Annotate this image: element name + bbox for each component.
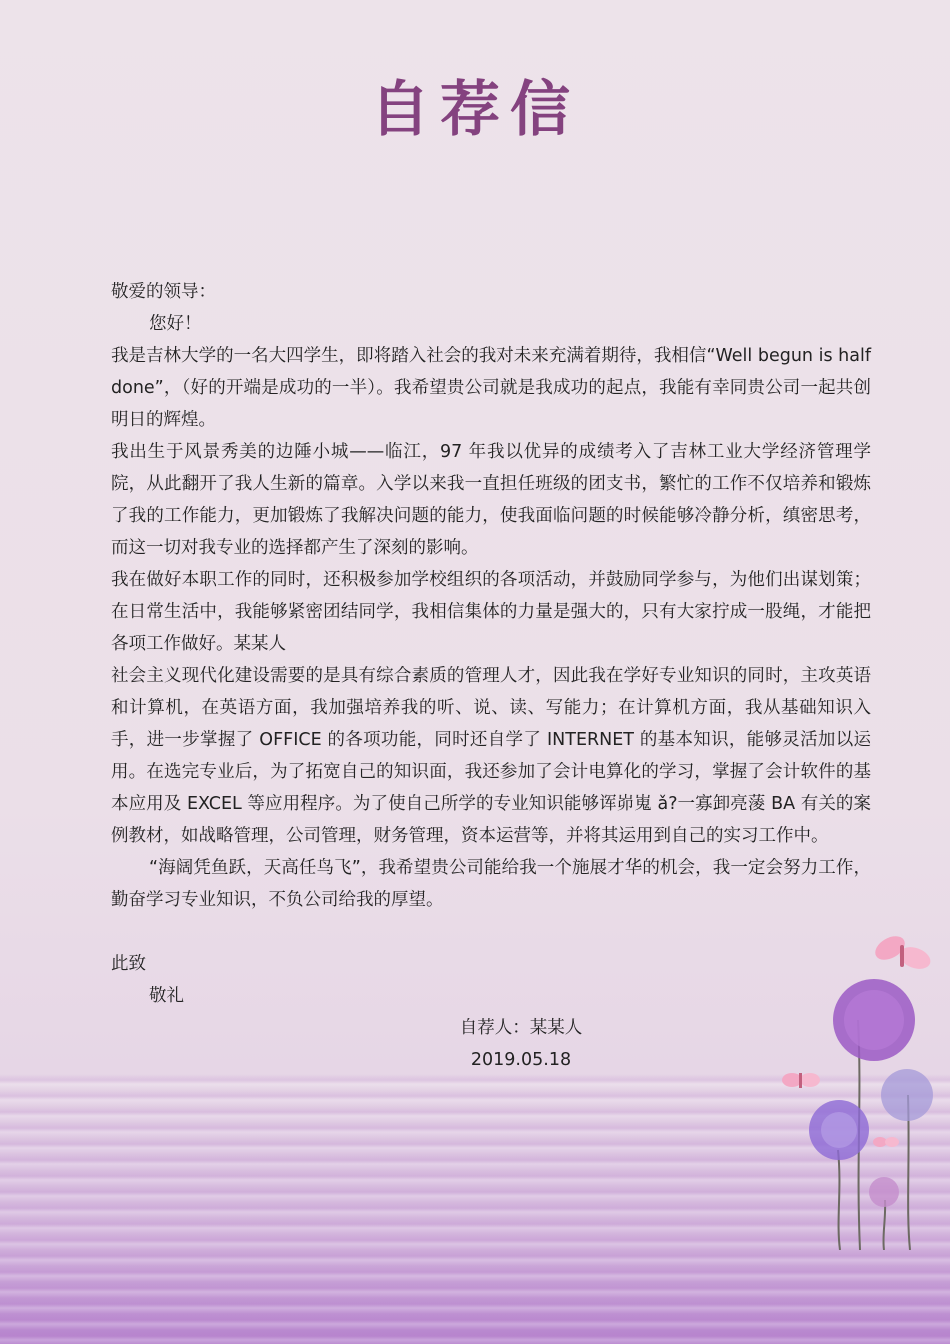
paragraph-1: 我是吉林大学的一名大四学生，即将踏入社会的我对未来充满着期待，我相信“Well begun is half done”，（好的开端是成功的一半）。我希望贵公司就是我成功的起点，我能有幸同贵公司一起共创明日的辉煌。 [111, 346, 871, 430]
dandelion-flower-icon [770, 920, 950, 1250]
paragraph-2: 我出生于风景秀美的边陲小城——临江，97 年我以优异的成绩考入了吉林工业大学经济管理学院，从此翻开了我人生新的篇章。入学以来我一直担任班级的团支书，繁忙的工作不仅培养和锻炼了我的工作能力，更加锻炼了我解决问题的能力，使我面临问题的时候能够冷静分析，缜密思考，而这一切对我专业的选择都产生了深刻的影响。 [111, 442, 871, 558]
letter-body [111, 276, 871, 1076]
signature: 自荐人：某某人 [459, 1018, 583, 1038]
closing-line-1: 此致 [111, 954, 146, 974]
salutation: 敬爱的领导： [111, 282, 216, 302]
date: 2019.05.18 [470, 1050, 572, 1070]
paragraph-3: 我在做好本职工作的同时，还积极参加学校组织的各项活动，并鼓励同学参与，为他们出谋划策；在日常生活中，我能够紧密团结同学，我相信集体的力量是强大的，只有大家拧成一股绳，才能把各项工作做好。某某人 [111, 570, 871, 654]
paragraph-4: 社会主义现代化建设需要的是具有综合素质的管理人才，因此我在学好专业知识的同时，主攻英语和计算机，在英语方面，我加强培养我的听、说、读、写能力；在计算机方面，我从基础知识入手，进一步掌握了 OFFICE 的各项功能，同时还自学了 INTERNET 的基本知识，能够灵活加以运用。在选完专业后，为了拓宽自己的知识面，我还参加了会计电算化的学习，掌握了会计软件的基本应用及 EXCEL 等应用程序。为了使自己所学的专业知识能够诨峁嵬 ǎ?一寡卸亮蔆 BA 有关的案例教材，如战略管理，公司管理，财务管理，资本运营等，并将其运用到自己的实习工作中。 [111, 666, 871, 846]
closing-paragraph: “海阔凭鱼跃，天高任鸟飞”，我希望贵公司能给我一个施展才华的机会，我一定会努力工作，勤奋学习专业知识，不负公司给我的厚望。 [111, 858, 871, 910]
butterfly-icon [871, 931, 933, 973]
page-title: 自荐信 [370, 75, 580, 145]
greeting: 您好！ [149, 314, 202, 334]
closing-line-2: 敬礼 [149, 986, 184, 1006]
